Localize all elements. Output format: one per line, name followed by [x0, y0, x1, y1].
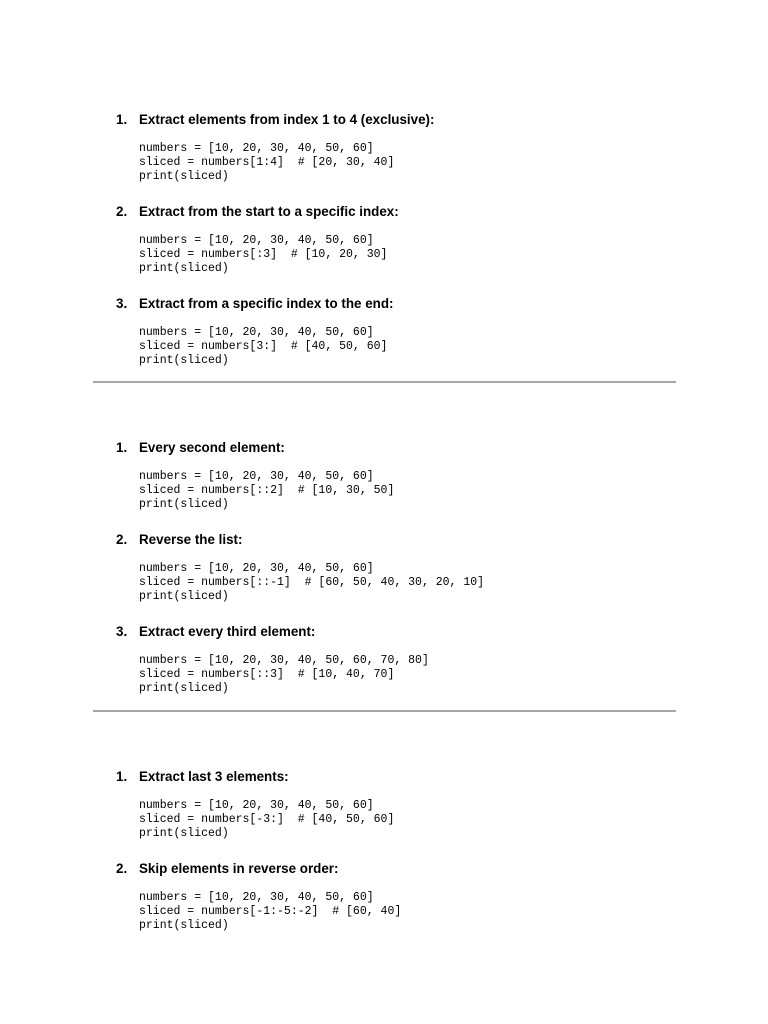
code-line: sliced = numbers[-1:-5:-2] # [60, 40] [139, 905, 402, 918]
item-number: 1. [116, 769, 128, 784]
item-heading [116, 623, 315, 641]
code-line: numbers = [10, 20, 30, 40, 50, 60] [139, 891, 374, 904]
code-line: print(sliced) [139, 170, 229, 183]
item-heading [116, 439, 285, 457]
item-heading [116, 531, 242, 549]
item-number: 3. [116, 296, 128, 311]
code-line: print(sliced) [139, 354, 229, 367]
code-line: print(sliced) [139, 498, 229, 511]
code-block [139, 562, 484, 604]
code-line: print(sliced) [139, 827, 229, 840]
code-block [139, 234, 387, 276]
code-line: print(sliced) [139, 262, 229, 275]
code-line: sliced = numbers[3:] # [40, 50, 60] [139, 340, 388, 353]
item-heading [116, 295, 393, 313]
code-line: sliced = numbers[1:4] # [20, 30, 40] [139, 156, 395, 169]
code-line: numbers = [10, 20, 30, 40, 50, 60] [139, 470, 374, 483]
section-divider [93, 381, 676, 383]
code-block [139, 142, 394, 184]
code-line: sliced = numbers[-3:] # [40, 50, 60] [139, 813, 395, 826]
item-title: Extract every third element: [139, 624, 316, 639]
code-line: numbers = [10, 20, 30, 40, 50, 60] [139, 562, 374, 575]
item-heading [116, 203, 399, 221]
item-number: 2. [116, 532, 128, 547]
code-block [139, 799, 394, 841]
item-number: 1. [116, 112, 128, 127]
item-title: Reverse the list: [139, 532, 243, 547]
item-title: Every second element: [139, 440, 285, 455]
code-line: numbers = [10, 20, 30, 40, 50, 60] [139, 326, 374, 339]
section-divider [93, 710, 676, 712]
code-line: sliced = numbers[:3] # [10, 20, 30] [139, 248, 388, 261]
code-line: print(sliced) [139, 590, 229, 603]
item-number: 2. [116, 204, 128, 219]
item-title: Extract from a specific index to the end: [139, 296, 394, 311]
code-line: numbers = [10, 20, 30, 40, 50, 60, 70, 80] [139, 654, 429, 667]
item-title: Extract last 3 elements: [139, 769, 289, 784]
item-number: 2. [116, 861, 128, 876]
item-title: Extract elements from index 1 to 4 (exclusive): [139, 112, 435, 127]
code-line: sliced = numbers[::2] # [10, 30, 50] [139, 484, 395, 497]
code-line: print(sliced) [139, 682, 229, 695]
code-line: sliced = numbers[::-1] # [60, 50, 40, 30, 20, 10] [139, 576, 485, 589]
item-heading [116, 111, 434, 129]
code-block [139, 891, 401, 933]
code-line: sliced = numbers[::3] # [10, 40, 70] [139, 668, 395, 681]
code-line: numbers = [10, 20, 30, 40, 50, 60] [139, 142, 374, 155]
item-number: 3. [116, 624, 128, 639]
item-title: Skip elements in reverse order: [139, 861, 339, 876]
item-heading [116, 768, 289, 786]
code-block [139, 654, 429, 696]
code-block [139, 470, 394, 512]
item-number: 1. [116, 440, 128, 455]
item-title: Extract from the start to a specific index: [139, 204, 399, 219]
code-line: numbers = [10, 20, 30, 40, 50, 60] [139, 234, 374, 247]
code-block [139, 326, 387, 368]
item-heading [116, 860, 338, 878]
code-line: numbers = [10, 20, 30, 40, 50, 60] [139, 799, 374, 812]
code-line: print(sliced) [139, 919, 229, 932]
